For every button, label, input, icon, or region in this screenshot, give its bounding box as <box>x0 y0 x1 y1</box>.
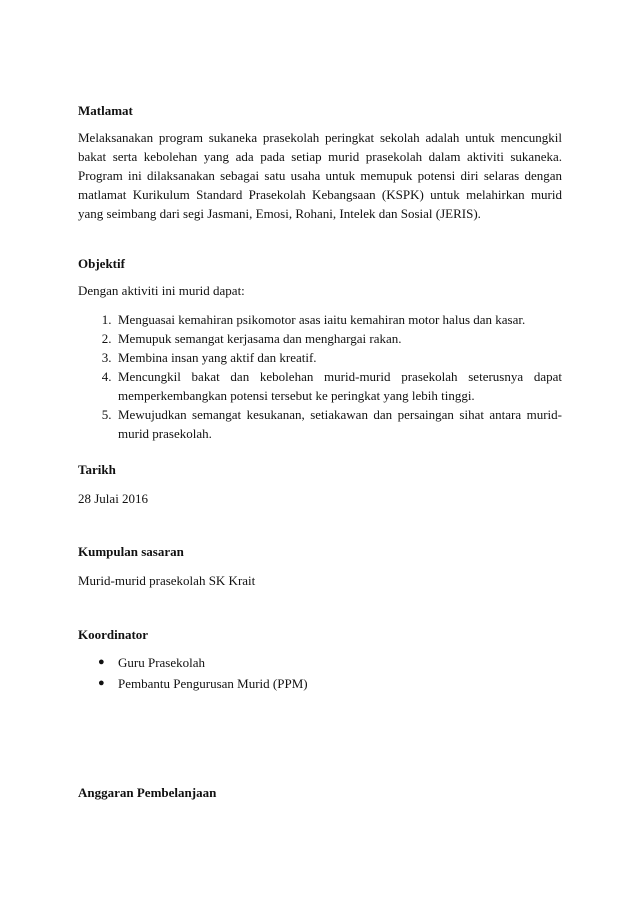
objektif-list <box>78 310 562 443</box>
section-heading-anggaran-pembelanjaan: Anggaran Pembelanjaan <box>78 785 217 800</box>
objektif-item: 1. Menguasai kemahiran psikomotor asas iaitu kemahiran motor halus dan kasar. <box>118 310 562 329</box>
bullet-dot-icon: ● <box>98 656 105 668</box>
section-heading-kumpulan-sasaran: Kumpulan sasaran <box>78 544 184 559</box>
objektif-item: 4. Mencungkil bakat dan kebolehan murid-murid prasekolah seterusnya dapat memperkembangkan potensi tersebut ke peringkat yang lebih tinggi. <box>118 367 562 405</box>
objektif-item: 5. Mewujudkan semangat kesukanan, setiakawan dan persaingan sihat antara murid-murid prasekolah. <box>118 405 562 443</box>
section-heading-matlamat: Matlamat <box>78 103 133 118</box>
koordinator-item <box>98 673 562 694</box>
koordinator-item <box>98 652 562 673</box>
koordinator-list <box>78 652 562 694</box>
tarikh-value: 28 Julai 2016 <box>78 491 149 506</box>
bullet-dot-icon: ● <box>98 677 105 689</box>
koordinator-item-label: Pembantu Pengurusan Murid (PPM) <box>118 676 308 691</box>
objektif-intro: Dengan aktiviti ini murid dapat: <box>78 283 245 298</box>
koordinator-item-label: Guru Prasekolah <box>118 655 206 670</box>
objektif-item: 3. Membina insan yang aktif dan kreatif. <box>118 348 562 367</box>
kumpulan-sasaran-value: Murid-murid prasekolah SK Krait <box>78 573 256 588</box>
section-heading-objektif: Objektif <box>78 256 125 271</box>
section-heading-tarikh: Tarikh <box>78 462 116 477</box>
objektif-item: 2. Memupuk semangat kerjasama dan menghargai rakan. <box>118 329 562 348</box>
matlamat-paragraph: Melaksanakan program sukaneka prasekolah peringkat sekolah adalah untuk mencungkil bakat serta kebolehan yang ada pada setiap murid prasekolah dalam aktiviti sukaneka. Program ini dilaksanakan sebagai satu usaha untuk memupuk potensi diri selaras dengan matlamat Kurikulum Standard Prasekolah Kebangsaan (KSPK) untuk melahirkan murid yang seimbang dari segi Jasmani, Emosi, Rohani, Intelek dan Sosial (JERIS). <box>78 130 562 221</box>
section-heading-koordinator: Koordinator <box>78 627 149 642</box>
